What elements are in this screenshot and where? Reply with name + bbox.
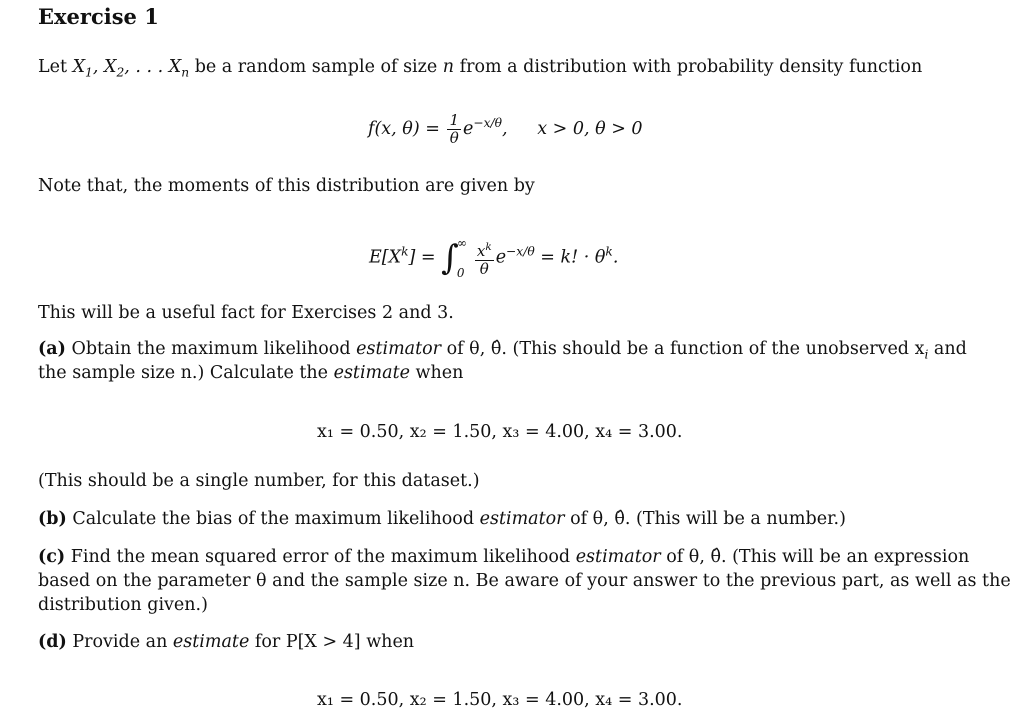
- integral-sign: ∫: [441, 238, 459, 278]
- moments-equation: $E[X^k]$ = ∫ ∞ 0 $\frac{x^k}{\theta}$ $e^{-x/\theta} = k$! · $\theta^k$.: [369, 228, 618, 288]
- part-a-line-1: (a) Obtain the maximum likelihood estimator of θ, θ̂. (This should be a function of the unobserved $x_i$ and: [38, 339, 967, 362]
- pdf-equation: f(x, θ) = $\frac{1}{\theta}$ $e^{-x/\theta}$, x > 0, θ > 0: [368, 111, 643, 147]
- integral-limits: ∞ 0: [456, 236, 467, 280]
- pdf-fraction: $\frac{1}{\theta}$: [449, 111, 459, 147]
- intro-text-1: Let: [38, 57, 73, 77]
- dataset-2: x₁ = 0.50, x₂ = 1.50, x₃ = 4.00, x₄ = 3.00.: [317, 690, 683, 710]
- part-c-line-2: based on the parameter θ and the sample size n. Be aware of your answer to the previous part, as well as the: [38, 571, 1011, 591]
- intro-text-2: be a random sample of size: [189, 57, 443, 77]
- intro-text-3: from a distribution with probability density function: [454, 57, 923, 77]
- intro-line: [38, 56, 922, 84]
- part-a-label: (a): [38, 339, 66, 359]
- exercise-title: Exercise 1: [38, 4, 159, 29]
- part-b-line: (b) Calculate the bias of the maximum likelihood estimator of θ, θ̂. (This will be a number.): [38, 509, 846, 529]
- moments-fraction: $\frac{x^k}{\theta}$: [476, 240, 492, 278]
- useful-line: This will be a useful fact for Exercises 2 and 3.: [38, 303, 454, 323]
- part-b-label: (b): [38, 509, 67, 529]
- sample-variables: $X_1$, $X_2$, . . . $X_n$: [72, 57, 190, 80]
- part-a-line-2: the sample size n.) Calculate the estimate when: [38, 363, 464, 383]
- note-line: Note that, the moments of this distribution are given by: [38, 176, 535, 196]
- part-d-label: (d): [38, 632, 67, 652]
- part-c-line-1: (c) Find the mean squared error of the maximum likelihood estimator of θ, θ̂. (This will be an expression: [38, 547, 970, 567]
- single-number-note: (This should be a single number, for this dataset.): [38, 471, 480, 491]
- intro-n: n: [442, 57, 455, 77]
- part-c-label: (c): [38, 547, 66, 567]
- dataset-1: x₁ = 0.50, x₂ = 1.50, x₃ = 4.00, x₄ = 3.00.: [317, 422, 683, 442]
- part-d-line: (d) Provide an estimate for P[X > 4] when: [38, 632, 415, 652]
- part-c-line-3: distribution given.): [38, 595, 208, 615]
- pdf-condition: x > 0, θ > 0: [537, 119, 643, 139]
